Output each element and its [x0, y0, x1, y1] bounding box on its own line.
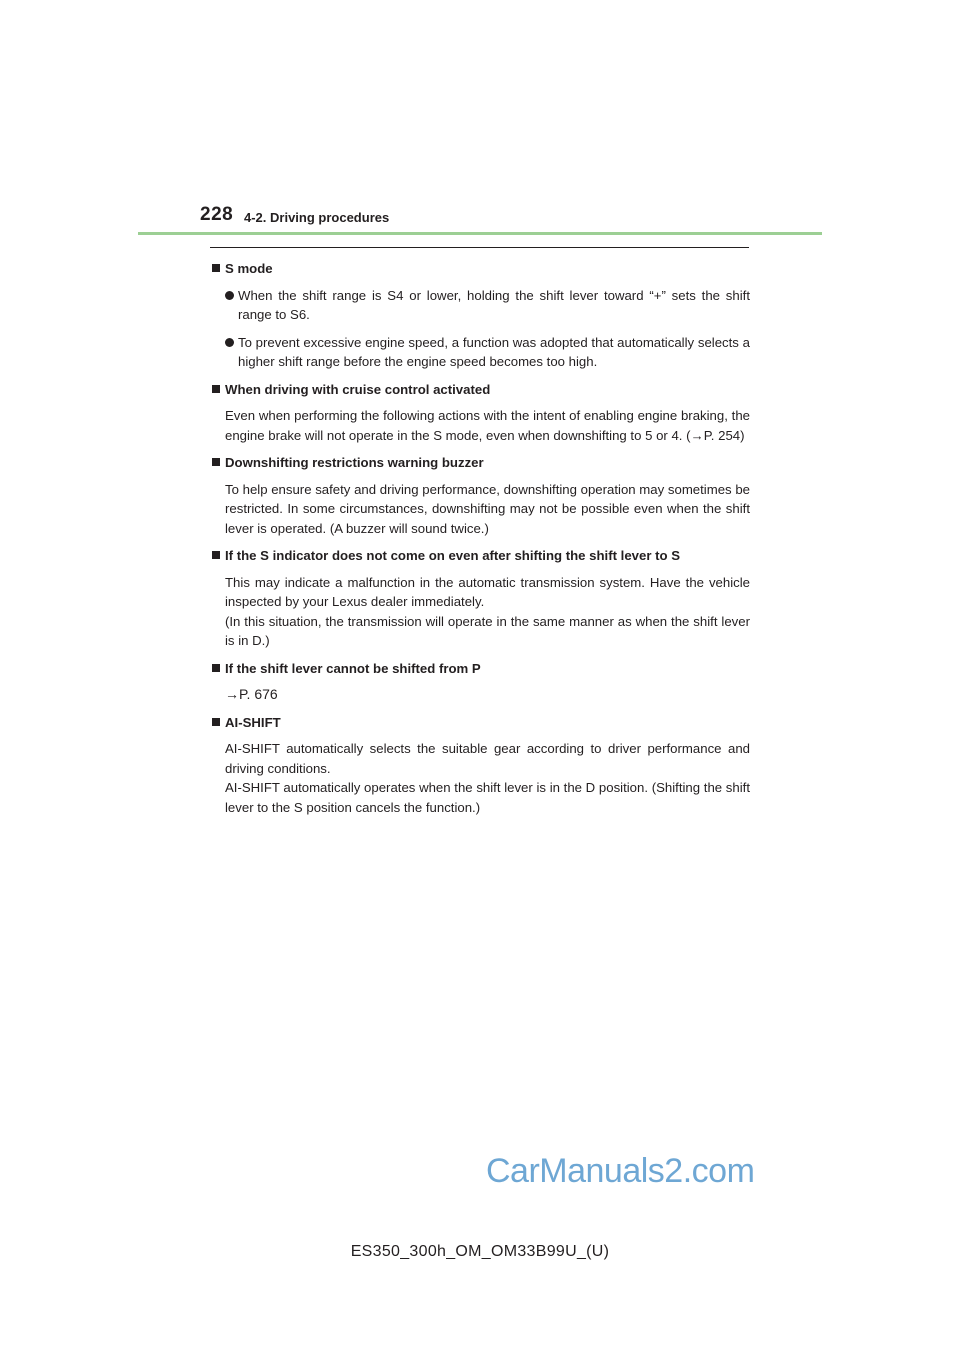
square-bullet-icon	[212, 385, 220, 393]
section-downshift-buzzer	[212, 453, 750, 538]
square-bullet-icon	[212, 664, 220, 672]
page-reference: →P. 676	[225, 686, 278, 702]
page-number: 228	[200, 204, 234, 225]
section-title: 4-2. Driving procedures	[244, 210, 390, 225]
bullet-item: To prevent excessive engine speed, a function was adopted that automatically selects a higher shift range before the engine speed becomes too high.	[212, 333, 750, 372]
paragraph: Even when performing the following actions with the intent of enabling engine braking, the engine brake will not operate in the S mode, even when downshifting to 5 or 4. (→P. 254)	[225, 408, 750, 443]
section-shift-from-p	[212, 659, 750, 705]
circle-bullet-icon	[225, 338, 234, 347]
section-heading: When driving with cruise control activated	[212, 380, 750, 400]
page-content	[212, 259, 750, 825]
square-bullet-icon	[212, 264, 220, 272]
page-footer: ES350_300h_OM_OM33B99U_(U)	[350, 1243, 610, 1260]
section-s-indicator	[212, 546, 750, 651]
section-heading: If the shift lever cannot be shifted from P	[212, 659, 750, 679]
section-s-mode	[212, 259, 750, 372]
section-ai-shift	[212, 713, 750, 818]
paragraph: This may indicate a malfunction in the automatic transmission system. Have the vehicle inspected by your Lexus dealer immediately. (In this situation, the transmission will operate in the same manner as when the shift lever is in D.)	[225, 574, 750, 648]
section-heading: If the S indicator does not come on even after shifting the shift lever to S	[212, 546, 750, 566]
section-heading: S mode	[212, 259, 750, 279]
watermark-logo: CarManuals2.com	[486, 1152, 755, 1190]
square-bullet-icon	[212, 458, 220, 466]
paragraph: AI-SHIFT automatically selects the suitable gear according to driver performance and driving conditions. AI-SHIFT automatically operates when the shift lever is in the D position. (Shifting the shift lever to the S position cancels the function.)	[225, 741, 750, 815]
header-rule	[138, 232, 822, 235]
content-top-rule	[210, 247, 749, 248]
square-bullet-icon	[212, 718, 220, 726]
section-heading: Downshifting restrictions warning buzzer	[212, 453, 750, 473]
section-cruise-control	[212, 380, 750, 446]
circle-bullet-icon	[225, 291, 234, 300]
square-bullet-icon	[212, 551, 220, 559]
section-heading: AI-SHIFT	[212, 713, 750, 733]
bullet-item: When the shift range is S4 or lower, holding the shift lever toward “+” sets the shift range to S6.	[212, 286, 750, 325]
paragraph: To help ensure safety and driving performance, downshifting operation may sometimes be restricted. In some circumstances, downshifting may not be possible even when the shift lever is operated. (A buzzer will sound twice.)	[225, 481, 750, 536]
